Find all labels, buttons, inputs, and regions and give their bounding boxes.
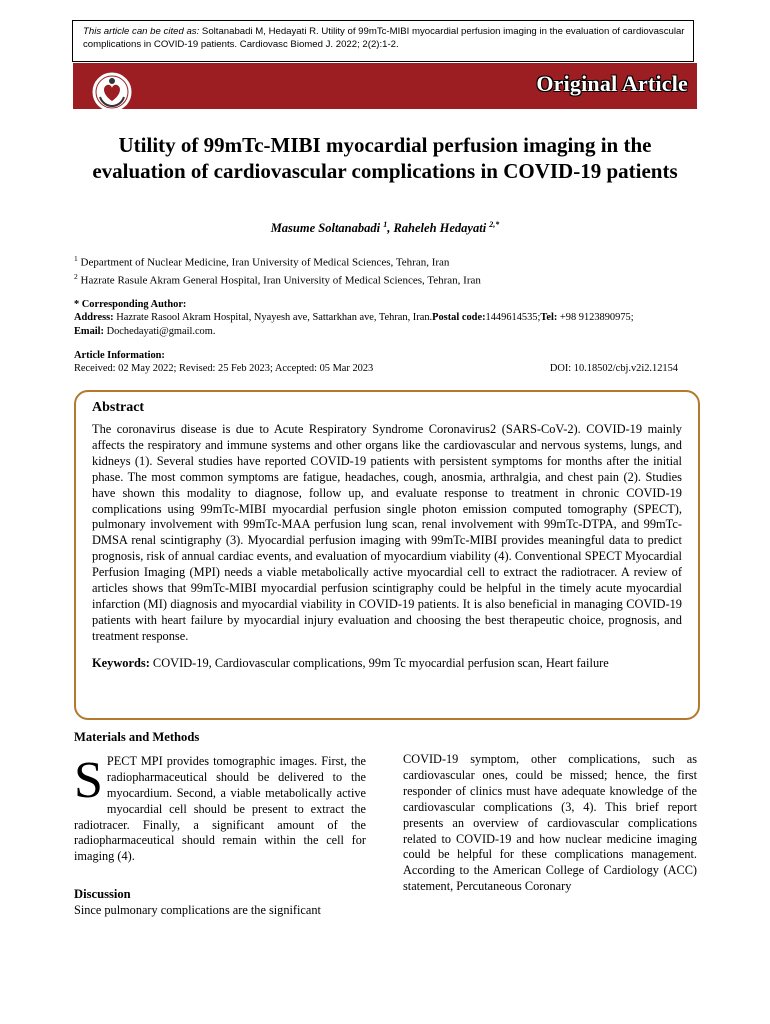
author-line <box>80 220 690 236</box>
left-column <box>74 730 366 919</box>
affiliation-number: 1 <box>74 254 78 263</box>
methods-heading: Materials and Methods <box>74 730 200 744</box>
right-column <box>403 752 697 895</box>
article-info-heading: Article Information: <box>74 350 165 361</box>
author-affil-sup: 1 <box>383 220 388 229</box>
affiliation-number: 2 <box>74 271 78 281</box>
corresponding-heading: * Corresponding Author: <box>74 299 187 310</box>
postal-code: 1449614535; <box>485 312 541 324</box>
abstract-heading: Abstract <box>92 400 145 415</box>
right-column-text: COVID-19 symptom, other complications, such as cardiovascular ones, could be missed; hence, the first responder of clinics must have adequate knowledge of the cardiovascular complications (3, 4). This brief report presents an overview of cardiovascular complications related to COVID-19 and how nuclear medicine imaging could be helpful for these complications management. According to the American College of Cardiology (ACC) statement, Percutaneous Coronary <box>403 752 697 894</box>
keywords-label: Keywords: <box>92 655 150 670</box>
author-affil-sup: 2,* <box>489 220 500 229</box>
affiliation-text: Hazrate Rasule Akram General Hospital, Iran University of Medical Sciences, Tehran, Iran <box>77 274 481 287</box>
postal-label: Postal code: <box>432 312 486 324</box>
abstract-text: The coronavirus disease is due to Acute Respiratory Syndrome Coronavirus2 (SARS-CoV-2). COVID-19 mainly affects the respiratory and immune systems and other organs like the cardiovascular and nervous systems, lungs, and kidneys (1). Several studies have reported COVID-19 patients with persistent symptoms for months after the initial phase. The most common symptoms are fatigue, headaches, cough, anosmia, arthralgia, and chest pain (2). Studies have shown this modality to diagnose, follow up, and evaluate response to treatment in chronic COVID-19 complications using 99mTc-MIBI myocardial perfusion single photon emission computed tomography (SPECT), pulmonary involvement with 99mTc-MAA perfusion lung scan, renal involvement with 99mTc-DTPA, and 99mTc-DMSA renal scintigraphy (3). Myocardial perfusion imaging with 99mTc-MIBI provides meaningful data to predict prognosis, risk of annual cardiac events, and evaluation of myocardium viability (4). Conventional SPECT Myocardial Perfusion Imaging (MPI) needs a viable metabolically active myocardial cell to extract the radiotracer. A review of articles shows that 99mTc-MIBI myocardial perfusion scintigraphy could be helpful in the timely acute myocardial infarction (MI) diagnosis and myocardial viability in COVID-19 patients. It is also beneficial in managing COVID-19 patients with heart failure by myocardial injury evaluation and choosing the best therapeutic choice, prognosis, and treatment response. <box>92 422 682 643</box>
discussion-heading: Discussion <box>74 887 131 902</box>
methods-text: PECT MPI provides tomographic images. First, the radiopharmaceutical should be delivered to the myocardium. Second, a viable metabolically active myocardial cell should be present to extract the radiotracer. Finally, a significant amount of the radiopharmaceutical should remain within the cell for imaging (4). <box>74 753 366 864</box>
author-name: Raheleh Hedayati <box>393 221 490 236</box>
address-label: Address: <box>74 312 114 324</box>
article-doi[interactable]: DOI: 10.18502/cbj.v2i2.12154 <box>549 363 678 375</box>
keywords <box>92 655 682 671</box>
citation-text: Soltanabadi M, Hedayati R. Utility of 99mTc-MIBI myocardial perfusion imaging in the evaluation of cardiovascular complications in COVID-19 patients. Cardiovasc Biomed J. 2022; 2(2):1-2. <box>83 26 685 50</box>
address-text: Hazrate Rasool Akram Hospital, Nyayesh ave, Sattarkhan ave, Tehran, Iran. <box>113 312 433 324</box>
abstract-box <box>74 390 700 720</box>
drop-cap: S <box>74 751 103 809</box>
article-information <box>74 349 678 376</box>
author-separator: , <box>387 221 394 236</box>
citation-prefix: This article can be cited as: <box>83 26 200 37</box>
email-address[interactable]: Dochedayati@gmail.com. <box>104 325 216 337</box>
article-type-label: Original Article <box>536 71 688 96</box>
affiliation-item <box>74 252 694 270</box>
discussion-text: Since pulmonary complications are the significant <box>74 903 321 918</box>
corresponding-author <box>74 298 702 338</box>
author-name: Masume Soltanabadi <box>270 221 384 236</box>
citation-box <box>72 20 694 62</box>
affiliations <box>74 252 694 287</box>
methods-paragraph <box>74 751 366 865</box>
article-dates: Received: 02 May 2022; Revised: 25 Feb 2023; Accepted: 05 Mar 2023 <box>74 363 374 375</box>
affiliation-text: Department of Nuclear Medicine, Iran University of Medical Sciences, Tehran, Iran <box>77 256 450 269</box>
affiliation-item <box>74 270 694 288</box>
journal-banner <box>73 63 697 109</box>
journal-logo-icon <box>91 71 133 113</box>
paper-title: Utility of 99mTc-MIBI myocardial perfusion imaging in the evaluation of cardiovascular complications in COVID-19 patients <box>92 133 678 183</box>
tel-number: +98 9123890975; <box>557 312 634 324</box>
email-label: Email: <box>74 325 105 337</box>
keywords-text: COVID-19, Cardiovascular complications, 99m Tc myocardial perfusion scan, Heart failure <box>149 655 609 670</box>
tel-label: Tel: <box>540 312 558 324</box>
